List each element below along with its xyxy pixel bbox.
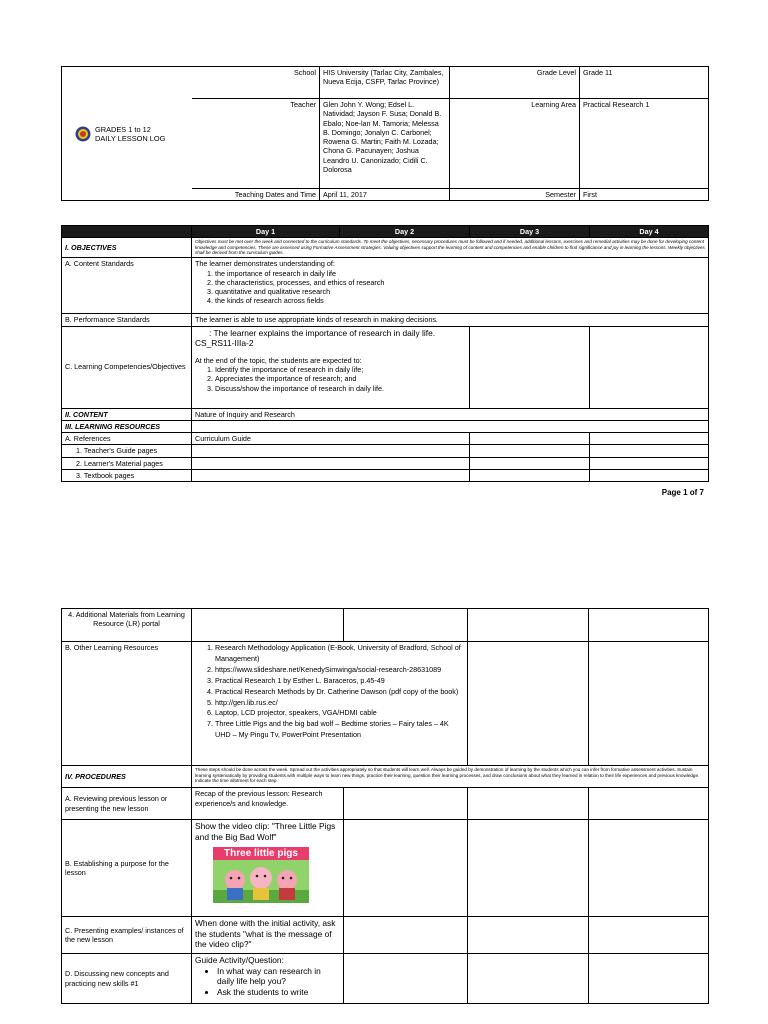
day-4-header: Day 4 (590, 226, 709, 238)
video-title-banner: Three little pigs (213, 847, 309, 860)
competencies-intro: At the end of the topic, the students are expected to: (195, 355, 362, 365)
content-label: II. CONTENT (62, 408, 192, 420)
semester-value: First (580, 189, 709, 201)
empty-cell (344, 820, 468, 917)
empty-cell (589, 609, 709, 642)
objectives-table (61, 225, 709, 482)
empty-cell (589, 917, 709, 954)
content-standard-item: 1. the importance of research in daily life (215, 269, 705, 278)
empty-cell (468, 609, 589, 642)
resources-cell (192, 420, 709, 432)
learning-area-value: Practical Research 1 (580, 99, 709, 189)
teacher-value: Glen John Y. Wong; Edsel L. Natividad; Jayson F. Susa; Donald B. Ebalo; Noe-lan M. Tamoria; Melessa B. Domingo; Jonalyn C. Carbonel; Rowena G. Martin; Faith M. Lozada; Chona G. Pacunayen; Joshua Leandro U. Canonizado; Cidili C. Dolorosa (320, 99, 450, 189)
school-value: HIS University (Tarlac City, Zambales, Nueva Ecija, CSFP, Tarlac Province) (320, 67, 450, 99)
competency-item: 2. Appreciates the importance of research; and (215, 374, 466, 383)
content-standards-cell (192, 258, 709, 314)
other-resources-cell (192, 642, 468, 766)
resource-item: 7. Three Little Pigs and the big bad wolf – Bedtime stories – Fairy tales – 4K UHD – My Pingu Tv, PowerPoint Presentation (215, 719, 464, 741)
objectives-label: I. OBJECTIVES (62, 238, 192, 258)
procedures-table (61, 608, 709, 1004)
empty-cell (589, 788, 709, 820)
content-value: Nature of Inquiry and Research (192, 408, 709, 420)
competencies-line-1: : The learner explains the importance of research in daily life. (209, 327, 436, 338)
references-label: A. References (62, 433, 192, 445)
content-standard-item: 3. quantitative and qualitative research (215, 287, 705, 296)
discussing-item: • In what way can research in daily life help you? (217, 966, 340, 987)
page-number: Page 1 of 7 (661, 488, 704, 497)
discussing-intro: Guide Activity/Question: (195, 955, 284, 965)
empty-cell (589, 820, 709, 917)
day-4-cell (590, 326, 709, 408)
empty-cell (468, 820, 589, 917)
presenting-value: When done with the initial activity, ask the students "what is the message of the video clip?" (192, 917, 344, 954)
textbook-label: 3. Textbook pages (62, 470, 192, 482)
reviewing-value: Recap of the previous lesson: Research experience/s and knowledge. (192, 788, 344, 820)
competencies-label: C. Learning Competencies/Objectives (62, 326, 192, 408)
day-2-header: Day 2 (340, 226, 470, 238)
day-1-header: Day 1 (192, 226, 340, 238)
learners-material-label: 2. Learner's Material pages (62, 457, 192, 469)
teacher-label: Teacher (192, 99, 320, 189)
performance-label: B. Performance Standards (62, 314, 192, 326)
competency-item: 1. Identify the importance of research in daily life; (215, 365, 466, 374)
discussing-label: D. Discussing new concepts and practicing new skills #1 (62, 954, 192, 1004)
purpose-cell (192, 820, 344, 917)
presenting-label: C. Presenting examples/ instances of the new lesson (62, 917, 192, 954)
three-pigs-illustration-icon (213, 860, 309, 903)
logo-cell (62, 67, 192, 201)
competency-item: 3. Discuss/show the importance of research in daily life. (215, 384, 466, 393)
empty-cell (590, 445, 709, 457)
empty-cell (192, 609, 344, 642)
empty-cell (590, 470, 709, 482)
teachers-guide-value (192, 445, 470, 457)
competencies-cell (192, 326, 470, 408)
procedures-note: These steps should be done across the week. Spread out the activities appropriately so that students will learn well. Always be guided by demonstration of learning by the students which you can infer from formative assessment activities. Sustain learning systematically by providing students with multiple ways to learn new things, practice their learning, question their learning processes, and draw conclusions about what they learned in relation to their life experiences and previous knowledge. Indicate the time allotment for each step. (192, 766, 709, 788)
resources-label: III. LEARNING RESOURCES (62, 420, 192, 432)
deped-seal-icon (75, 126, 91, 142)
empty-cell (468, 642, 589, 766)
empty-cell (589, 954, 709, 1004)
empty-cell (470, 457, 590, 469)
reviewing-label: A. Reviewing previous lesson or presenting the new lesson (62, 788, 192, 820)
resource-link[interactable]: 5. http://gen.lib.rus.ec/ (215, 698, 464, 709)
empty-cell (468, 954, 589, 1004)
resource-item: 4. Practical Research Methods by Dr. Catherine Dawson (pdf copy of the book) (215, 687, 464, 698)
empty-cell (470, 470, 590, 482)
references-value: Curriculum Guide (192, 433, 470, 445)
other-resources-label: B. Other Learning Resources (62, 642, 192, 766)
empty-cell (470, 445, 590, 457)
empty-cell (590, 457, 709, 469)
objectives-note: Objectives must be met over the week and connected to the curriculum standards. To meet the objectives, necessary procedures must be followed and if needed, additional lessons, exercises and remedial activities may be done for developing content knowledge and competencies. These are assessed using Formative Assessment strategies. Valuing objectives support the learning of content and competencies and enable children to find significance and joy in learning the lessons. Weekly objectives shall be derived from the curriculum guides. (192, 238, 709, 258)
competencies-code: CS_RS11-IIIa-2 (195, 338, 254, 349)
day-3-cell (470, 326, 590, 408)
empty-cell (344, 788, 468, 820)
procedures-label: IV. PROCEDURES (62, 766, 192, 788)
day-3-header: Day 3 (470, 226, 590, 238)
empty-cell (344, 609, 468, 642)
additional-materials-label: 4. Additional Materials from Learning Resource (LR) portal (62, 609, 192, 642)
empty-cell (468, 788, 589, 820)
grade-level-value: Grade 11 (580, 67, 709, 99)
purpose-value: Show the video clip: "Three Little Pigs and the Big Bad Wolf" (195, 821, 336, 842)
logo-line-2: DAILY LESSON LOG (95, 133, 166, 143)
resource-link[interactable]: 2. https://www.slideshare.net/KenedySimwinga/social-research-28631089 (215, 665, 464, 676)
logo-line-1: GRADES 1 to 12 (95, 124, 151, 134)
content-standards-label: A. Content Standards (62, 258, 192, 314)
resource-item: 3. Practical Research 1 by Esther L. Baraceros, p.45-49 (215, 676, 464, 687)
header-table (61, 66, 709, 201)
days-blank-cell (62, 226, 192, 238)
references-day-3 (470, 433, 590, 445)
performance-value: The learner is able to use appropriate kinds of research in making decisions. (192, 314, 709, 326)
learning-area-label: Learning Area (450, 99, 580, 189)
resource-item: 6. Laptop, LCD projector, speakers, VGA/HDMI cable (215, 708, 464, 719)
empty-cell (344, 954, 468, 1004)
textbook-value (192, 470, 470, 482)
semester-label: Semester (450, 189, 580, 201)
references-day-4 (590, 433, 709, 445)
teachers-guide-label: 1. Teacher's Guide pages (62, 445, 192, 457)
learners-material-value (192, 457, 470, 469)
school-label: School (192, 67, 320, 99)
content-standards-intro: The learner demonstrates understanding of: (195, 259, 335, 269)
empty-cell (344, 917, 468, 954)
discussing-item: • Ask the students to write (217, 987, 340, 998)
video-thumbnail[interactable] (213, 847, 309, 903)
empty-cell (589, 642, 709, 766)
grade-level-label: Grade Level (450, 67, 580, 99)
empty-cell (468, 917, 589, 954)
content-standard-item: 2. the characteristics, processes, and ethics of research (215, 278, 705, 287)
discussing-cell (192, 954, 344, 1004)
content-standard-item: 4. the kinds of research across fields (215, 296, 705, 305)
resource-item: 1. Research Methodology Application (E-Book, University of Bradford, School of Management) (215, 643, 464, 665)
dates-value: April 11, 2017 (320, 189, 450, 201)
dates-label: Teaching Dates and Time (192, 189, 320, 201)
purpose-label: B. Establishing a purpose for the lesson (62, 820, 192, 917)
